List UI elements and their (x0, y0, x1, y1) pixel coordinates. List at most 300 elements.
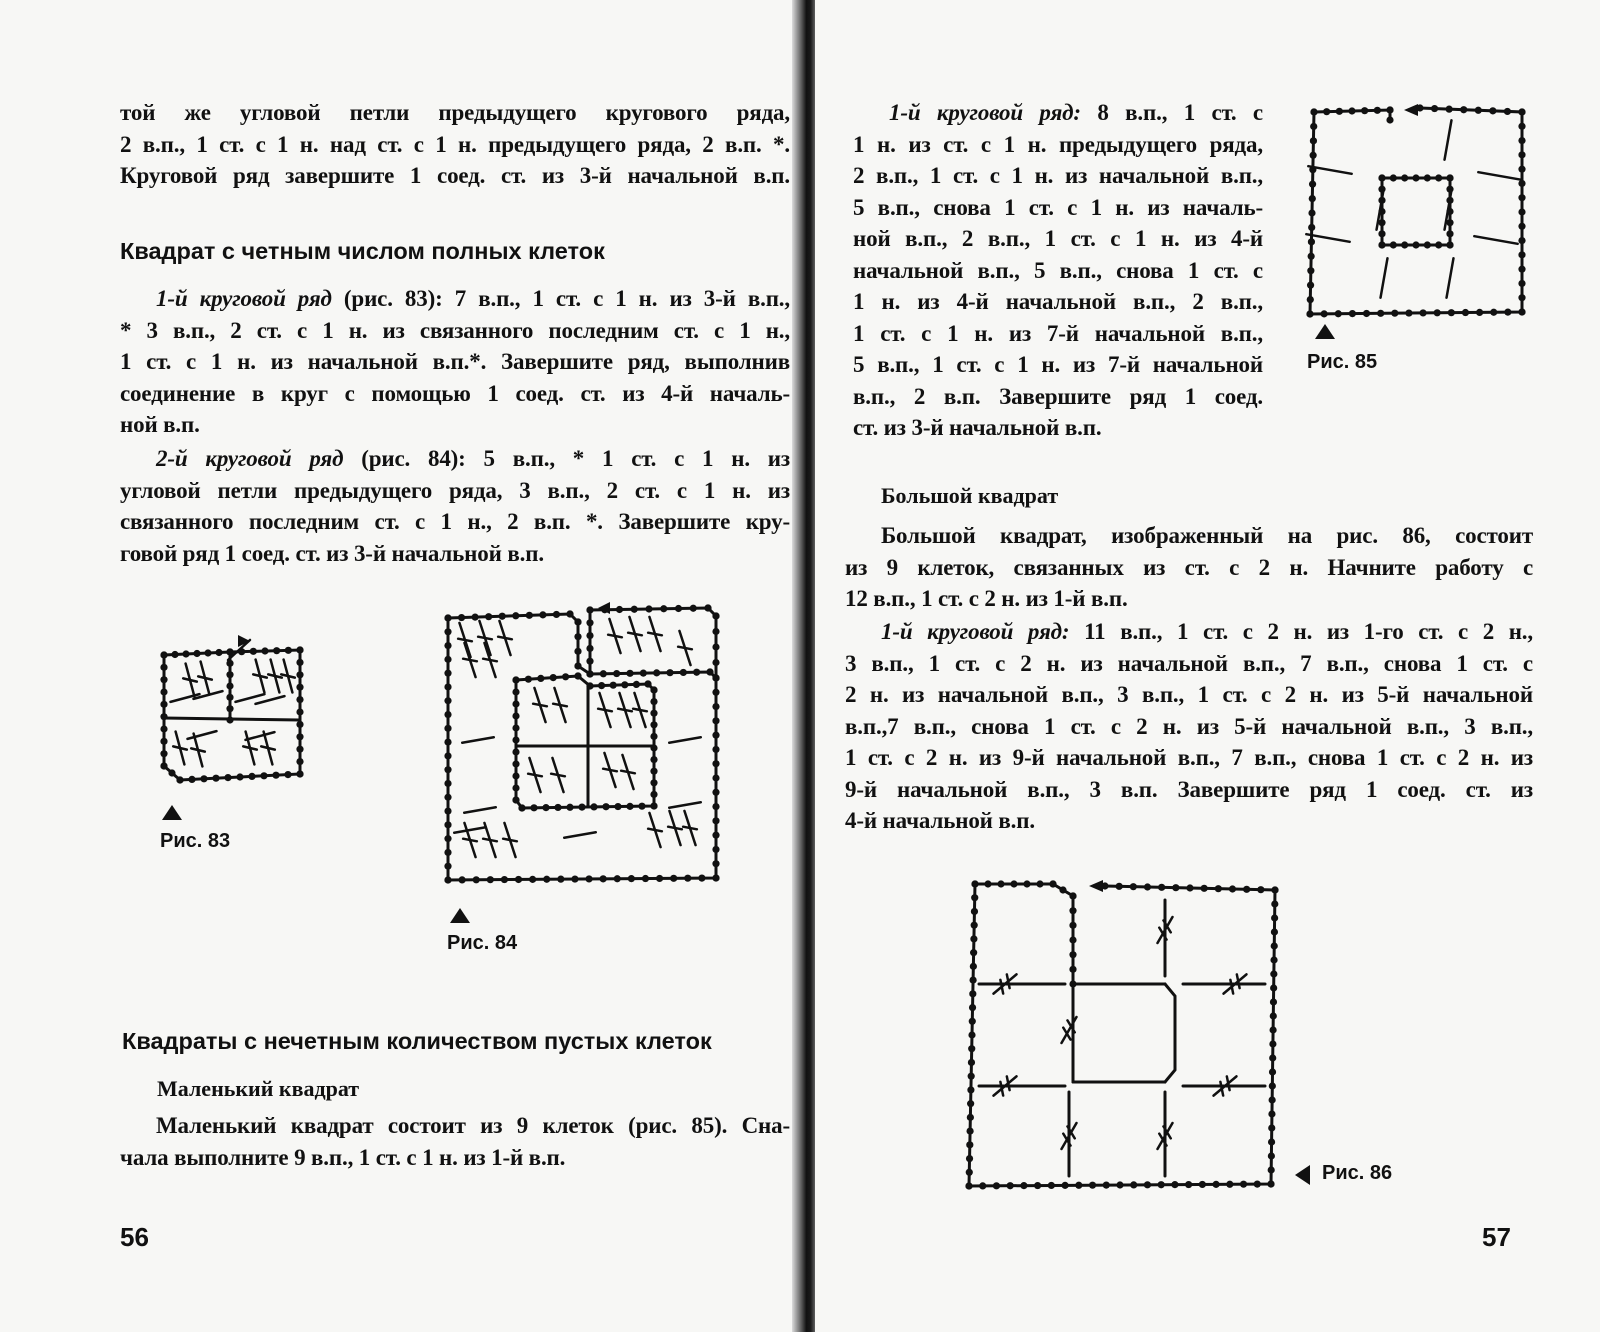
text-line: 1 ст. с 1 н. из 7-й начальной в.п., (853, 320, 1263, 346)
chain-stitch-dot (530, 804, 537, 811)
chain-stitch-dot (1307, 282, 1314, 289)
stitch-crossbar (478, 637, 492, 640)
figure-86-diagram (965, 880, 1285, 1200)
chain-stitch-dot (444, 614, 451, 621)
text-line: (рис. 83): 7 в.п., 1 ст. с 1 н. из 3-й в.п., (331, 286, 791, 311)
chain-stitch-dot (1226, 1181, 1233, 1188)
chain-stitch-dot (1475, 107, 1482, 114)
chain-stitch-dot (537, 675, 544, 682)
chain-stitch-dot (712, 674, 719, 681)
chain-stitch-dot (638, 803, 645, 810)
chain-stitch-dot (1036, 880, 1043, 887)
chain-stitch-dot (586, 670, 593, 677)
stitch-crossbar (598, 709, 612, 712)
chain-stitch-dot (226, 671, 233, 678)
chain-stitch-dot (512, 772, 519, 779)
chain-stitch-dot (1460, 106, 1467, 113)
chain-stitch-dot (160, 651, 167, 658)
text-line: ной в.п., 2 в.п., 1 ст. с 1 н. из 4-й (853, 226, 1263, 251)
chain-stitch-dot (965, 1182, 972, 1189)
chain-stitch-dot (485, 613, 492, 620)
text-line: * 3 в.п., 2 ст. с 1 н. из связанного последним ст. с 1 н., (120, 317, 790, 343)
text-line: 1 н. из ст. с 1 н. предыдущего ряда, (853, 131, 1263, 157)
chain-stitch-dot (1363, 310, 1370, 317)
chain-stitch-dot (1103, 1181, 1110, 1188)
text-line: 2 в.п., 1 ст. с 1 н. над ст. с 1 н. предыдущего ряда, 2 в.п. *. (120, 131, 790, 157)
chain-stitch-dot (296, 646, 303, 653)
chain-stitch-dot (512, 700, 519, 707)
chain-stitch-dot (284, 771, 291, 778)
chain-stitch-dot (200, 775, 207, 782)
stitch-mark (669, 802, 701, 808)
chain-stitch-dot (970, 935, 977, 942)
chain-stitch-dot (650, 768, 657, 775)
chain-stitch-dot (1390, 174, 1397, 181)
stitch-crossbar (668, 827, 682, 830)
paragraph-big-row1 (845, 616, 1533, 837)
subheading-big-square: Большой квадрат (881, 483, 1059, 508)
chain-stitch-dot (160, 701, 167, 708)
chain-stitch-dot (650, 733, 657, 740)
chain-stitch-dot (512, 612, 519, 619)
chain-stitch-dot (515, 876, 522, 883)
chain-stitch-dot (499, 613, 506, 620)
chain-stitch-dot (512, 760, 519, 767)
stitch-crossbar (483, 659, 497, 662)
chain-stitch-dot (712, 789, 719, 796)
chain-stitch-dot (968, 1045, 975, 1052)
chain-stitch-dot (188, 776, 195, 783)
chain-stitch-dot (1270, 998, 1277, 1005)
figure-83-caption: Рис. 83 (160, 830, 231, 852)
stitch-crossbar (1220, 1082, 1223, 1096)
arrow-icon (1089, 880, 1103, 892)
chain-stitch-dot (160, 664, 167, 671)
chain-stitch-dot (1268, 1138, 1275, 1145)
page-number-right: 57 (1482, 1222, 1511, 1252)
stitch-crossbar (633, 709, 647, 712)
chain-stitch-dot (602, 803, 609, 810)
chain-stitch-dot (586, 682, 593, 689)
chain-stitch-dot (660, 605, 667, 612)
stitch-crossbar (553, 704, 567, 707)
chain-stitch-dot (1172, 884, 1179, 891)
chain-stitch-dot (1089, 1182, 1096, 1189)
chain-stitch-dot (1215, 885, 1222, 892)
chain-stitch-dot (272, 772, 279, 779)
chain-stitch-dot (585, 875, 592, 882)
chain-stitch-dot (1069, 892, 1076, 899)
chain-stitch-dot (1518, 137, 1525, 144)
chain-stitch-dot (226, 716, 233, 723)
chain-stitch-dot (473, 876, 480, 883)
chain-stitch-dot (1269, 1096, 1276, 1103)
paragraph-small-square (120, 1110, 790, 1173)
chain-stitch-dot (215, 649, 222, 656)
chain-stitch-dot (993, 1182, 1000, 1189)
text-line: 2 н. из начальной в.п., 3 в.п., 1 ст. с 2 н. из 5-й начальной (845, 682, 1533, 707)
chain-stitch-dot (1391, 310, 1398, 317)
chain-stitch-dot (212, 775, 219, 782)
chain-stitch-dot (296, 746, 303, 753)
chain-stitch-dot (1116, 883, 1123, 890)
text-line: связанного последним ст. с 1 н., 2 в.п. *. Завершите кру- (120, 509, 790, 534)
chain-stitch-dot (712, 860, 719, 867)
chain-stitch-dot (680, 669, 687, 676)
chain-stitch-dot (1504, 309, 1511, 316)
chain-stitch-dot (160, 713, 167, 720)
chain-stitch-dot (626, 803, 633, 810)
chain-stitch-dot (160, 676, 167, 683)
chain-stitch-dot (296, 696, 303, 703)
stitch-mark (1478, 172, 1521, 180)
chain-stitch-dot (176, 776, 183, 783)
chain-stitch-dot (1446, 230, 1453, 237)
text-line: в.п.,7 в.п., снова 1 ст. с 2 н. из 5-й начальной в.п., 3 в.п., (845, 713, 1533, 739)
chain-stitch-dot (1186, 884, 1193, 891)
right-page (815, 0, 1600, 1332)
chain-stitch-dot (984, 880, 991, 887)
chain-stitch-dot (512, 748, 519, 755)
stitch-crossbar (1227, 1076, 1230, 1090)
chain-stitch-dot (966, 1169, 973, 1176)
chain-stitch-dot (1185, 1181, 1192, 1188)
text-line: 5 в.п., 1 ст. с 1 н. из 7-й начальной (853, 352, 1263, 377)
chain-stitch-dot (444, 849, 451, 856)
chain-stitch-dot (1069, 951, 1076, 958)
chain-stitch-dot (1101, 882, 1108, 889)
chain-stitch-dot (1269, 1040, 1276, 1047)
chain-stitch-dot (1489, 107, 1496, 114)
chain-stitch-dot (1518, 251, 1525, 258)
chain-stitch-dot (1310, 108, 1317, 115)
chain-stitch-dot (1306, 310, 1313, 317)
chain-stitch-dot (704, 604, 711, 611)
chain-stitch-dot (1069, 980, 1076, 987)
chain-stitch-dot (566, 804, 573, 811)
chain-stitch-dot (542, 804, 549, 811)
chain-stitch-dot (969, 1004, 976, 1011)
text-line: соединение в круг с помощью 1 соед. ст. из 4-й началь- (120, 380, 790, 406)
heading-even-square: Квадрат с четным числом полных клеток (120, 238, 605, 264)
chain-stitch-dot (1061, 1182, 1068, 1189)
chain-stitch-dot (444, 656, 451, 663)
chain-stitch-dot (712, 689, 719, 696)
stitch-mark (669, 737, 701, 743)
text-line: Маленький квадрат состоит из 9 клеток (рис. 85). Сна- (156, 1113, 790, 1138)
chain-stitch-dot (444, 794, 451, 801)
chain-stitch-dot (1390, 241, 1397, 248)
chain-stitch-dot (238, 648, 245, 655)
stitch-crossbar (243, 746, 257, 749)
stitch-mark (256, 696, 285, 704)
chain-stitch-dot (1269, 1068, 1276, 1075)
chain-stitch-dot (1446, 241, 1453, 248)
chain-stitch-dot (512, 724, 519, 731)
chain-stitch-dot (526, 612, 533, 619)
chain-stitch-dot (600, 670, 607, 677)
chain-stitch-dot (628, 875, 635, 882)
triangle-marker-icon (162, 805, 182, 820)
text-line: 3 в.п., 1 ст. с 2 н. из начальной в.п., 7 в.п., снова 1 ст. с (845, 650, 1533, 676)
chain-stitch-dot (626, 670, 633, 677)
chain-stitch-dot (650, 791, 657, 798)
chain-stitch-dot (1401, 174, 1408, 181)
stitch-crossbar (1230, 980, 1233, 994)
chain-stitch-dot (1309, 181, 1316, 188)
chain-stitch-dot (224, 774, 231, 781)
chain-stitch-dot (226, 660, 233, 667)
chain-stitch-dot (539, 611, 546, 618)
chain-stitch-dot (644, 680, 651, 687)
chain-stitch-dot (966, 1141, 973, 1148)
chain-stitch-dot (997, 880, 1004, 887)
chain-stitch-dot (1518, 308, 1525, 315)
chain-stitch-dot (712, 803, 719, 810)
chain-stitch-dot (590, 803, 597, 810)
chain-stitch-dot (1518, 280, 1525, 287)
chain-stitch-dot (1268, 1124, 1275, 1131)
chain-stitch-dot (1412, 174, 1419, 181)
chain-stitch-dot (631, 606, 638, 613)
figure-85-caption: Рис. 85 (1307, 351, 1378, 373)
chain-stitch-dot (971, 880, 978, 887)
row-label: 1-й круговой ряд: (889, 100, 1081, 125)
chain-stitch-dot (296, 733, 303, 740)
chain-stitch-dot (1424, 174, 1431, 181)
chain-stitch-dot (1310, 137, 1317, 144)
chain-stitch-dot (1431, 105, 1438, 112)
stitch-crossbar (628, 633, 642, 636)
chain-stitch-dot (250, 648, 257, 655)
figure-86-caption: Рис. 86 (1322, 1162, 1393, 1184)
chain-stitch-dot (633, 681, 640, 688)
chain-stitch-dot (586, 606, 593, 613)
chain-stitch-dot (296, 659, 303, 666)
chain-stitch-dot (1446, 174, 1453, 181)
chain-stitch-dot (444, 863, 451, 870)
stitch-crossbar (1237, 974, 1240, 988)
text-line: 11 в.п., 1 ст. с 2 н. из 1-го ст. с 2 н., (1069, 619, 1533, 644)
chain-stitch-dot (1307, 267, 1314, 274)
chain-stitch-dot (971, 908, 978, 915)
row-label: 2-й круговой ряд (156, 446, 344, 471)
chain-stitch-dot (444, 876, 451, 883)
chain-stitch-dot (712, 846, 719, 853)
chain-stitch-dot (285, 647, 292, 654)
chain-stitch-dot (712, 717, 719, 724)
chain-stitch-dot (529, 876, 536, 883)
chain-stitch-dot (1158, 1181, 1165, 1188)
chain-stitch-dot (193, 650, 200, 657)
stitch-mark (188, 731, 217, 739)
chain-stitch-dot (1310, 123, 1317, 130)
chain-stitch-dot (621, 681, 628, 688)
text-line: 8 в.п., 1 ст. с (1080, 100, 1263, 125)
chain-stitch-dot (1048, 1182, 1055, 1189)
chain-stitch-dot (610, 682, 617, 689)
stitch-crossbar (1000, 1082, 1003, 1096)
chain-stitch-dot (1158, 884, 1165, 891)
chain-stitch-dot (712, 817, 719, 824)
chain-stitch-dot (550, 674, 557, 681)
stitch-mark (454, 827, 486, 833)
stitch-crossbar (173, 746, 187, 749)
chain-stitch-dot (613, 670, 620, 677)
chain-stitch-dot (296, 758, 303, 765)
chain-stitch-dot (1518, 123, 1525, 130)
chain-stitch-dot (1020, 1182, 1027, 1189)
chain-stitch-dot (971, 894, 978, 901)
text-line: 9-й начальной в.п., 3 в.п. Завершите ряд 1 соед. ст. из (845, 776, 1533, 802)
chain-stitch-dot (1144, 883, 1151, 890)
chain-stitch-dot (712, 628, 719, 635)
heading-odd-squares: Квадраты с нечетным количеством пустых клеток (122, 1028, 712, 1054)
stitch-mark (236, 694, 265, 702)
stitch-crossbar (1007, 1076, 1010, 1090)
stitch-crossbar (648, 829, 662, 832)
chain-stitch-dot (296, 671, 303, 678)
stitch-mark (564, 832, 596, 838)
paragraph-small-row1 (853, 97, 1263, 444)
text-line: ной в.п. (120, 412, 200, 437)
chain-stitch-dot (675, 605, 682, 612)
chain-stitch-dot (1336, 108, 1343, 115)
chain-stitch-dot (650, 756, 657, 763)
chain-stitch-dot (261, 647, 268, 654)
chain-stitch-dot (1419, 309, 1426, 316)
text-line: в.п., 2 в.п. Завершите ряд 1 соед. (853, 383, 1263, 409)
chain-stitch-dot (1518, 151, 1525, 158)
chain-stitch-dot (614, 803, 621, 810)
chain-stitch-dot (1268, 1166, 1275, 1173)
chain-stitch-dot (968, 1059, 975, 1066)
chain-stitch-dot (1378, 241, 1385, 248)
chain-stitch-dot (226, 705, 233, 712)
chain-stitch-dot (566, 610, 573, 617)
stitch-crossbar (261, 746, 275, 749)
stitch-crossbar (551, 774, 565, 777)
chain-stitch-dot (444, 725, 451, 732)
chain-stitch-dot (970, 949, 977, 956)
text-line: 2 в.п., 1 ст. с 1 н. из начальной в.п., (853, 163, 1263, 188)
chain-stitch-dot (1069, 966, 1076, 973)
chain-stitch-dot (248, 773, 255, 780)
stitch-crossbar (198, 676, 212, 679)
chain-stitch-dot (967, 1086, 974, 1093)
chain-stitch-dot (1130, 883, 1137, 890)
chain-stitch-dot (693, 669, 700, 676)
chain-stitch-dot (1271, 886, 1278, 893)
chain-stitch-dot (1116, 1181, 1123, 1188)
text-line: ст. из 3-й начальной в.п. (853, 415, 1102, 440)
stitch-crossbar (463, 659, 477, 662)
figure-85-diagram (1300, 100, 1540, 325)
chain-stitch-dot (712, 659, 719, 666)
chain-stitch-dot (1269, 1054, 1276, 1061)
chain-stitch-dot (1518, 194, 1525, 201)
page-number-left: 56 (120, 1222, 149, 1252)
row-label: 1-й круговой ряд (156, 286, 332, 311)
chain-stitch-dot (712, 643, 719, 650)
figure-84-caption: Рис. 84 (447, 932, 518, 954)
chain-stitch-dot (1435, 241, 1442, 248)
chain-stitch-dot (1059, 886, 1066, 893)
stitch-crossbar (678, 647, 692, 650)
chain-stitch-dot (1270, 970, 1277, 977)
chain-stitch-dot (970, 963, 977, 970)
chain-stitch-dot (712, 746, 719, 753)
chain-stitch-dot (444, 642, 451, 649)
stitch-crossbar (618, 709, 632, 712)
text-line: из 9 клеток, связанных из ст. с 2 н. Начните работу с (845, 554, 1533, 580)
chain-stitch-dot (562, 673, 569, 680)
stitch-mark (1474, 236, 1517, 244)
stitch-crossbar (191, 748, 205, 751)
chain-stitch-dot (444, 835, 451, 842)
chain-stitch-dot (1401, 241, 1408, 248)
chain-stitch-dot (712, 612, 719, 619)
chain-stitch-dot (574, 648, 581, 655)
chain-stitch-dot (640, 670, 647, 677)
text-line: той же угловой петли предыдущего кругового ряда, (120, 100, 790, 125)
chain-stitch-dot (525, 676, 532, 683)
chain-stitch-dot (512, 796, 519, 803)
chain-stitch-dot (459, 876, 466, 883)
chain-stitch-dot (698, 875, 705, 882)
chain-stitch-dot (1069, 936, 1076, 943)
chain-stitch-dot (1416, 104, 1423, 111)
text-line: 4-й начальной в.п. (845, 808, 1035, 833)
chain-stitch-dot (574, 662, 581, 669)
chain-stitch-dot (444, 711, 451, 718)
chain-stitch-dot (1434, 309, 1441, 316)
chain-stitch-dot (1271, 942, 1278, 949)
chain-stitch-dot (273, 647, 280, 654)
chain-stitch-dot (1518, 108, 1525, 115)
stitch-crossbar (253, 674, 267, 677)
chain-stitch-dot (444, 628, 451, 635)
chain-stitch-dot (650, 721, 657, 728)
chain-stitch-dot (1386, 106, 1393, 113)
chain-stitch-dot (1462, 309, 1469, 316)
chain-stitch-dot (1049, 880, 1056, 887)
chain-stitch-dot (487, 876, 494, 883)
chain-stitch-dot (1268, 1152, 1275, 1159)
chain-stitch-dot (1069, 922, 1076, 929)
stitch-mark (246, 732, 275, 740)
chain-stitch-dot (296, 684, 303, 691)
chain-stitch-dot (684, 875, 691, 882)
chain-stitch-dot (226, 694, 233, 701)
chain-stitch-dot (598, 682, 605, 689)
chain-stitch-dot (1271, 900, 1278, 907)
arrow-icon (1404, 104, 1418, 116)
paragraph-continuation (120, 97, 790, 192)
text-line: 1 ст. с 1 н. из начальной в.п.*. Завершите ряд, выполнив (120, 349, 790, 374)
chain-stitch-dot (1321, 310, 1328, 317)
chain-stitch-dot (1007, 1182, 1014, 1189)
chain-stitch-dot (1257, 886, 1264, 893)
chain-stitch-dot (1446, 106, 1453, 113)
chain-stitch-dot (1034, 1182, 1041, 1189)
chain-stitch-dot (1307, 296, 1314, 303)
chain-stitch-dot (712, 760, 719, 767)
chain-stitch-dot (444, 780, 451, 787)
stitch-crossbar (528, 774, 542, 777)
chain-stitch-dot (444, 683, 451, 690)
chain-stitch-dot (1504, 108, 1511, 115)
